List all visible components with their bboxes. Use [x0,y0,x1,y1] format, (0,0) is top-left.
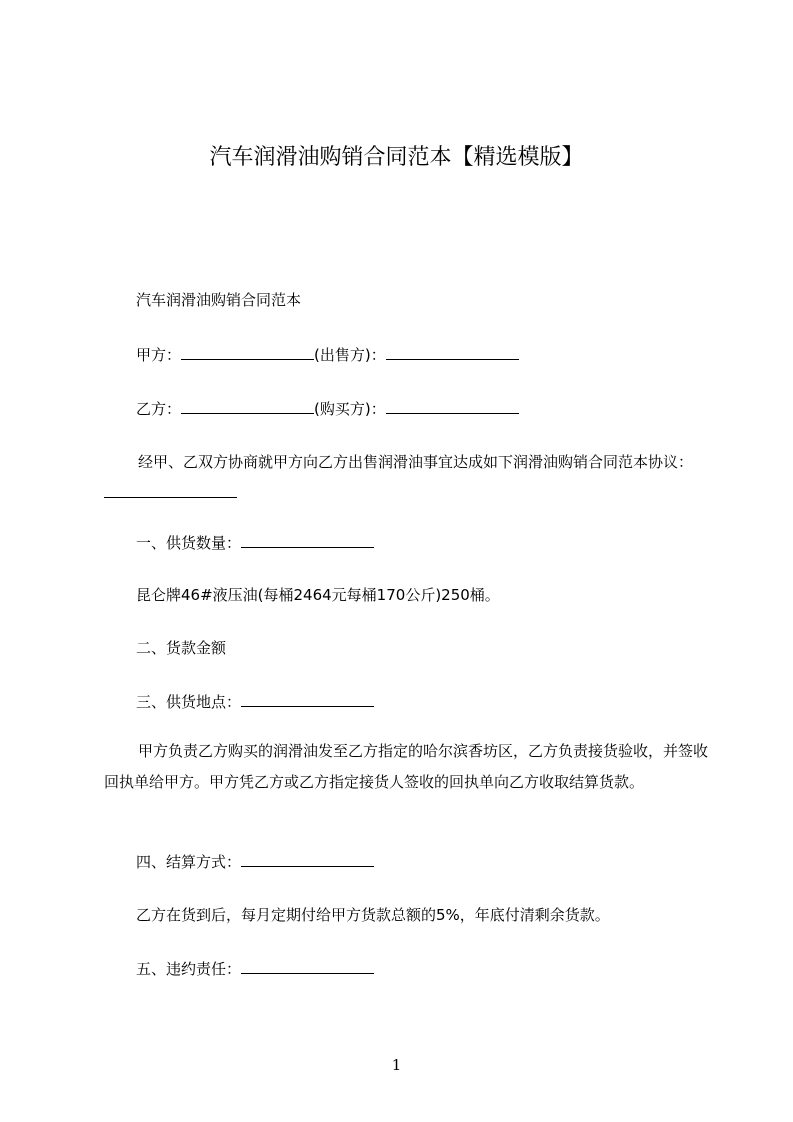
intro-paragraph [104,447,714,509]
page-number: 1 [391,1056,402,1074]
party-a-role-blank [386,344,519,360]
party-b-label: 乙方： [136,400,182,418]
party-a-line [136,344,519,365]
document-title: 汽车润滑油购销合同范本【精选模版】 [209,145,584,170]
contract-subtitle: 汽车润滑油购销合同范本 [136,291,302,309]
party-b-line [136,398,519,419]
section-1-heading: 一、供货数量： [136,534,242,552]
section-3-blank [241,691,374,707]
section-3-heading: 三、供货地点： [136,693,242,711]
section-1-body: 昆仑牌46#液压油(每桶2464元每桶170公斤)250桶。 [136,586,500,604]
party-a-blank [181,344,314,360]
section-2-heading: 二、货款金额 [136,639,227,657]
section-1-blank [241,532,374,548]
section-4-heading-line [136,851,374,872]
party-b-role: (购买方)： [314,400,386,418]
section-3-body: 甲方负责乙方购买的润滑油发至乙方指定的哈尔滨香坊区，乙方负责接货验收，并签收回执单给甲方。甲方凭乙方或乙方指定接货人签收的回执单向乙方收取结算货款。 [104,742,709,791]
section-4-body: 乙方在货到后，每月定期付给甲方货款总额的5%，年底付清剩余货款。 [136,906,610,924]
section-3-paragraph [104,736,714,798]
section-5-blank [241,958,374,974]
section-5-heading-line [136,958,374,979]
section-4-heading: 四、结算方式： [136,853,242,871]
party-b-role-blank [386,398,519,414]
section-1-heading-line [136,532,374,553]
intro-blank [104,482,237,498]
party-a-role: (出售方)： [314,346,386,364]
section-3-heading-line [136,691,374,712]
section-5-heading: 五、违约责任： [136,960,242,978]
party-b-blank [181,398,314,414]
intro-text: 经甲、乙双方协商就甲方向乙方出售润滑油事宜达成如下润滑油购销合同范本协议： [138,453,694,471]
party-a-label: 甲方： [136,346,182,364]
section-4-blank [241,851,374,867]
